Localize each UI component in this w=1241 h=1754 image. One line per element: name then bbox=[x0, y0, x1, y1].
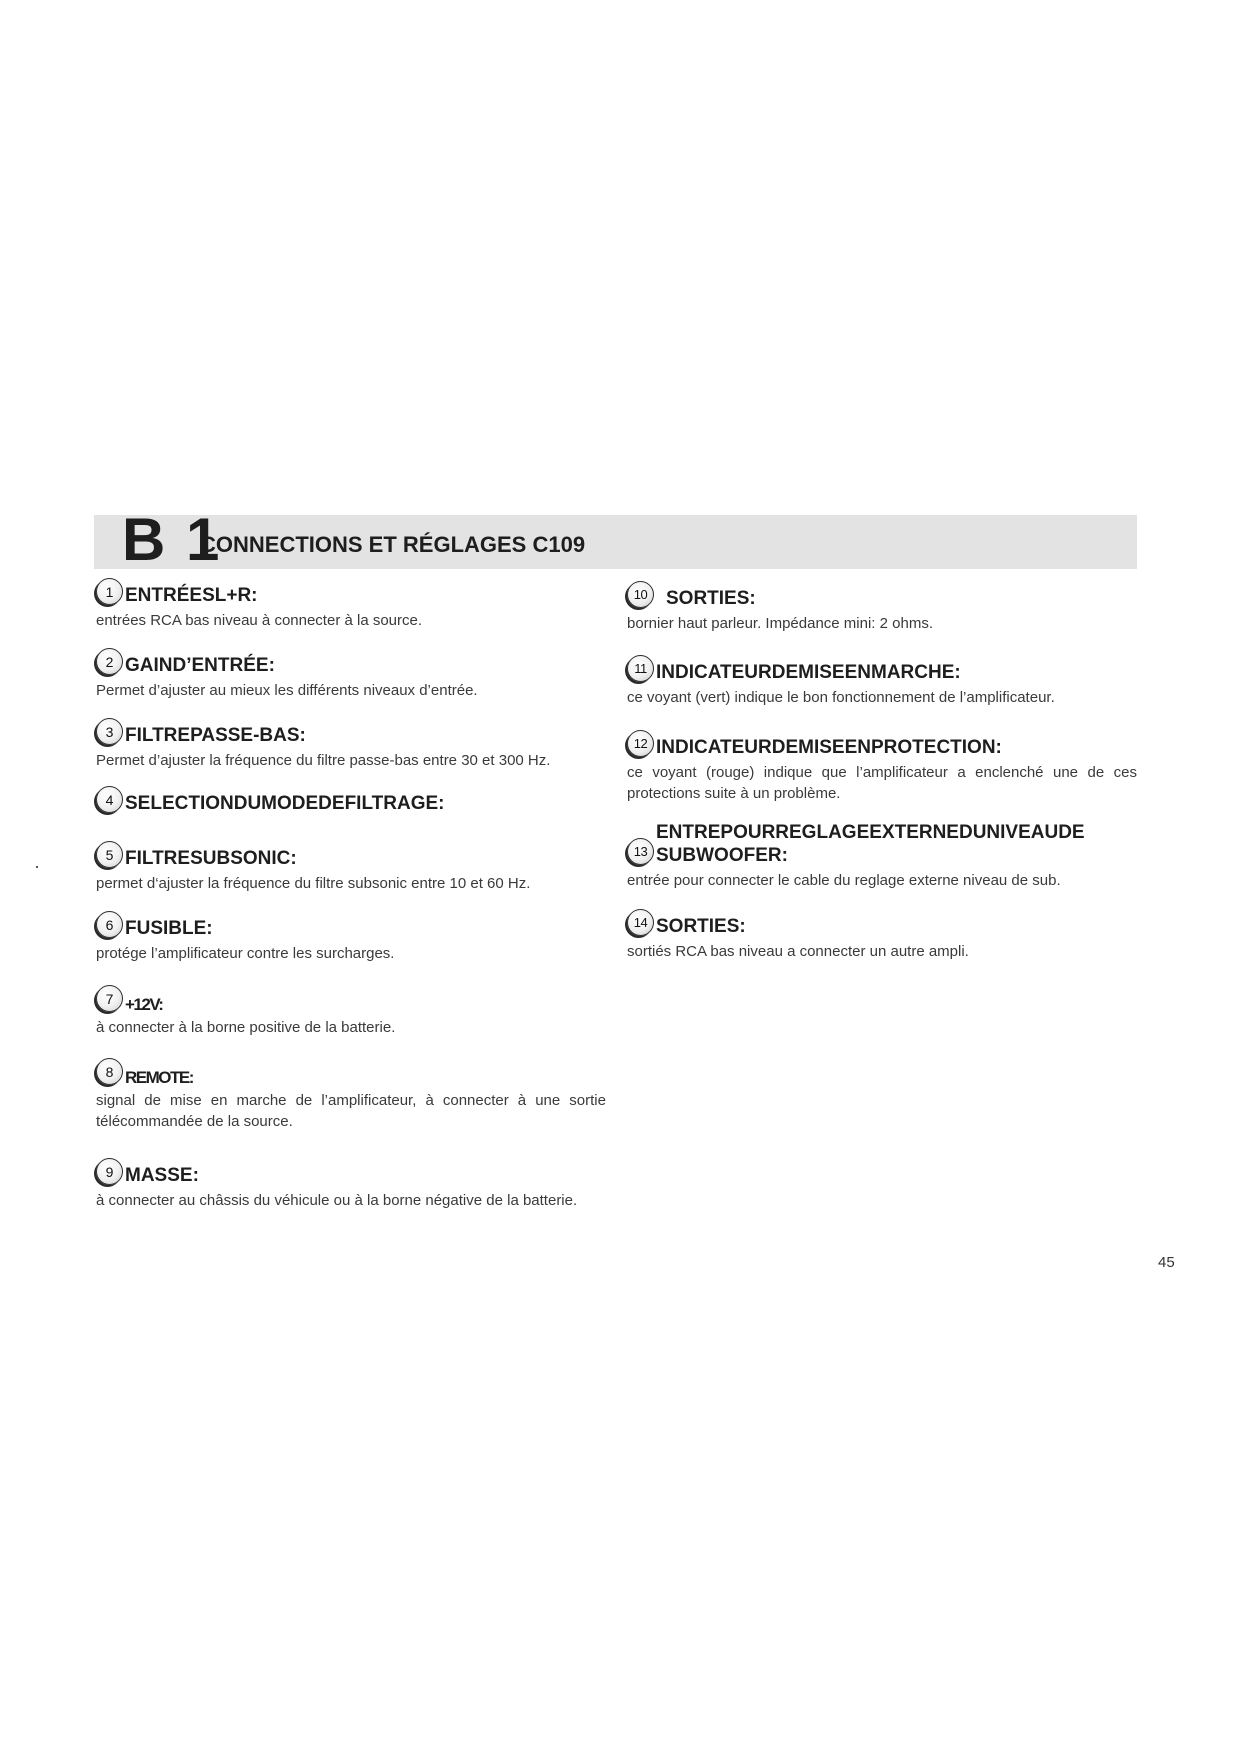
item-description: sortiés RCA bas niveau a connecter un autre ampli. bbox=[627, 942, 969, 960]
item-11 bbox=[627, 655, 1137, 708]
number-badge-7: 7 bbox=[96, 985, 123, 1012]
number-badge-3: 3 bbox=[96, 718, 123, 745]
section-code: B 1 bbox=[122, 506, 222, 573]
item-4 bbox=[96, 786, 606, 816]
item-6 bbox=[96, 911, 606, 964]
item-1 bbox=[96, 578, 606, 631]
number-badge-4: 4 bbox=[96, 786, 123, 813]
item-title: REMOTE: bbox=[125, 1067, 193, 1087]
item-14 bbox=[627, 909, 1137, 962]
number-badge-12: 12 bbox=[627, 730, 654, 757]
item-title: INDICATEURDEMISEENMARCHE: bbox=[656, 662, 961, 684]
item-title: SORTIES: bbox=[666, 588, 756, 610]
number-badge-6: 6 bbox=[96, 911, 123, 938]
item-description: ce voyant (vert) indique le bon fonctionnement de l’amplificateur. bbox=[627, 689, 1055, 706]
item-description: bornier haut parleur. Impédance mini: 2 ohms. bbox=[627, 615, 933, 632]
number-badge-14: 14 bbox=[627, 909, 654, 936]
item-title: FILTRESUBSONIC: bbox=[125, 848, 297, 870]
item-title: FILTREPASSE-BAS: bbox=[125, 725, 306, 747]
item-title: +12V: bbox=[125, 994, 163, 1014]
item-description: Permet d’ajuster la fréquence du filtre passe-bas entre 30 et 300 Hz. bbox=[96, 752, 551, 769]
number-badge-8: 8 bbox=[96, 1058, 123, 1085]
left-column bbox=[96, 578, 606, 1211]
item-title: GAIND’ENTRÉE: bbox=[125, 655, 275, 677]
item-8 bbox=[96, 1058, 606, 1132]
item-description: entrée pour connecter le cable du reglage externe niveau de sub. bbox=[627, 871, 1061, 889]
number-badge-10: 10 bbox=[627, 581, 654, 608]
item-title: MASSE: bbox=[125, 1165, 199, 1187]
item-description: permet d‘ajuster la fréquence du filtre subsonic entre 10 et 60 Hz. bbox=[96, 875, 531, 892]
number-badge-5: 5 bbox=[96, 841, 123, 868]
item-description: à connecter à la borne positive de la batterie. bbox=[96, 1019, 396, 1036]
item-13 bbox=[627, 822, 1137, 891]
item-5 bbox=[96, 841, 606, 894]
item-10 bbox=[627, 581, 1137, 634]
number-badge-11: 11 bbox=[627, 655, 654, 682]
item-title: ENTREPOURREGLAGEEXTERNEDUNIVEAUDE SUBWOOFER: bbox=[656, 822, 1085, 866]
item-description: signal de mise en marche de l’amplificateur, à connecter à une sortie télécommandée de la source. bbox=[96, 1092, 606, 1130]
item-7 bbox=[96, 985, 606, 1038]
stray-mark bbox=[36, 866, 38, 868]
item-title: FUSIBLE: bbox=[125, 918, 213, 940]
number-badge-2: 2 bbox=[96, 648, 123, 675]
item-title: ENTRÉESL+R: bbox=[125, 585, 258, 607]
item-description: Permet d’ajuster au mieux les différents niveaux d’entrée. bbox=[96, 682, 478, 699]
page-number: 45 bbox=[1158, 1254, 1175, 1271]
item-3 bbox=[96, 718, 606, 771]
item-description: à connecter au châssis du véhicule ou à la borne négative de la batterie. bbox=[96, 1192, 578, 1209]
number-badge-1: 1 bbox=[96, 578, 123, 605]
item-description: entrées RCA bas niveau à connecter à la source. bbox=[96, 612, 423, 629]
item-description: ce voyant (rouge) indique que l’amplificateur a enclenché une de ces protections suite à un problème. bbox=[627, 764, 1137, 802]
right-column bbox=[627, 578, 1137, 962]
item-title: INDICATEURDEMISEENPROTECTION: bbox=[656, 737, 1002, 759]
item-title: SELECTIONDUMODEDEFILTRAGE: bbox=[125, 793, 445, 815]
number-badge-9: 9 bbox=[96, 1158, 123, 1185]
section-title: CONNECTIONS ET RÉGLAGES C109 bbox=[200, 532, 586, 557]
number-badge-13: 13 bbox=[627, 838, 654, 865]
item-12 bbox=[627, 730, 1137, 804]
item-description: protége l’amplificateur contre les surcharges. bbox=[96, 945, 395, 962]
item-title: SORTIES: bbox=[656, 915, 746, 937]
item-2 bbox=[96, 648, 606, 701]
item-9 bbox=[96, 1158, 606, 1211]
